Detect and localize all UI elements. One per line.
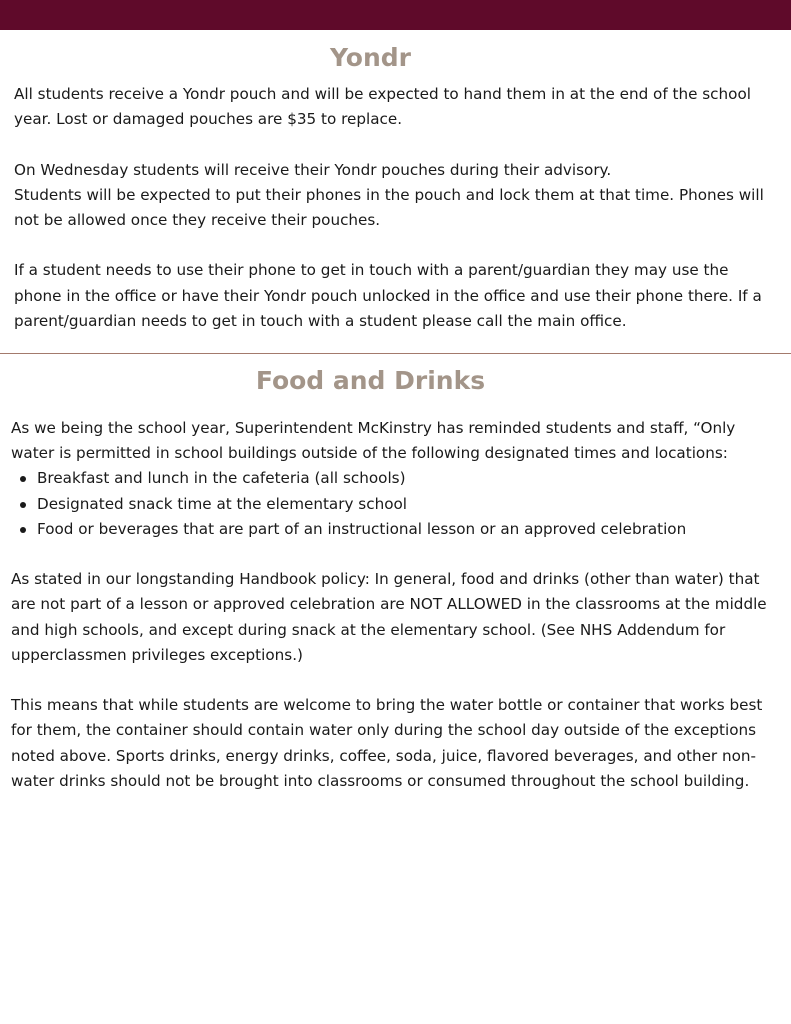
yondr-paragraph-contact: If a student needs to use their phone to get in touch with a parent/guardian they may use the phone in the office or have their Yondr pouch unlocked in the office and use their phone there. If a parent/guardian needs to get in touch with a student please call the main office.	[14, 261, 762, 330]
list-item	[11, 466, 779, 491]
yondr-section-body	[14, 82, 779, 334]
paragraph-spacer	[11, 542, 779, 567]
paragraph-spacer	[14, 233, 779, 258]
paragraph-spacer	[11, 668, 779, 693]
bullet-icon	[20, 527, 26, 533]
food-section-title: Food and Drinks	[255, 366, 486, 395]
food-closing-paragraph: This means that while students are welcome to bring the water bottle or container that works best for them, the container should contain water only during the school day outside of the exceptions noted above. Sports drinks, energy drinks, coffee, soda, juice, flavored beverages, and other non-water drinks should not be brought into classrooms or consumed throughout the school building.	[11, 696, 763, 790]
designated-times-list	[11, 466, 779, 542]
bullet-icon	[20, 476, 26, 482]
bullet-icon	[20, 502, 26, 508]
list-item	[11, 517, 779, 542]
food-intro-paragraph: As we being the school year, Superintendent McKinstry has reminded students and staff, “Only water is permitted in school buildings outside of the following designated times and locations:	[11, 419, 736, 463]
yondr-paragraph-wednesday: On Wednesday students will receive their Yondr pouches during their advisory.	[14, 160, 612, 179]
food-section-body	[11, 416, 779, 794]
list-item-text: Food or beverages that are part of an instructional lesson or an approved celebration	[37, 519, 687, 538]
paragraph-spacer	[14, 132, 779, 157]
list-item-text: Breakfast and lunch in the cafeteria (all schools)	[37, 469, 406, 488]
yondr-paragraph-lock: Students will be expected to put their phones in the pouch and lock them at that time. Phones will not be allowed once they receive their pouches.	[14, 185, 764, 229]
food-policy-paragraph: As stated in our longstanding Handbook policy: In general, food and drinks (other than water) that are not part of a lesson or approved celebration are NOT ALLOWED in the classrooms at the middle and high schools, and except during snack at the elementary school. (See NHS Addendum for upperclassmen privileges exceptions.)	[11, 570, 767, 664]
list-item	[11, 492, 779, 517]
yondr-paragraph-pouch: All students receive a Yondr pouch and will be expected to hand them in at the end of the school year. Lost or damaged pouches are $35 to replace.	[14, 85, 751, 129]
header-bar	[0, 0, 791, 30]
yondr-section-title: Yondr	[329, 43, 411, 72]
section-divider	[0, 353, 791, 354]
list-item-text: Designated snack time at the elementary school	[37, 494, 407, 513]
